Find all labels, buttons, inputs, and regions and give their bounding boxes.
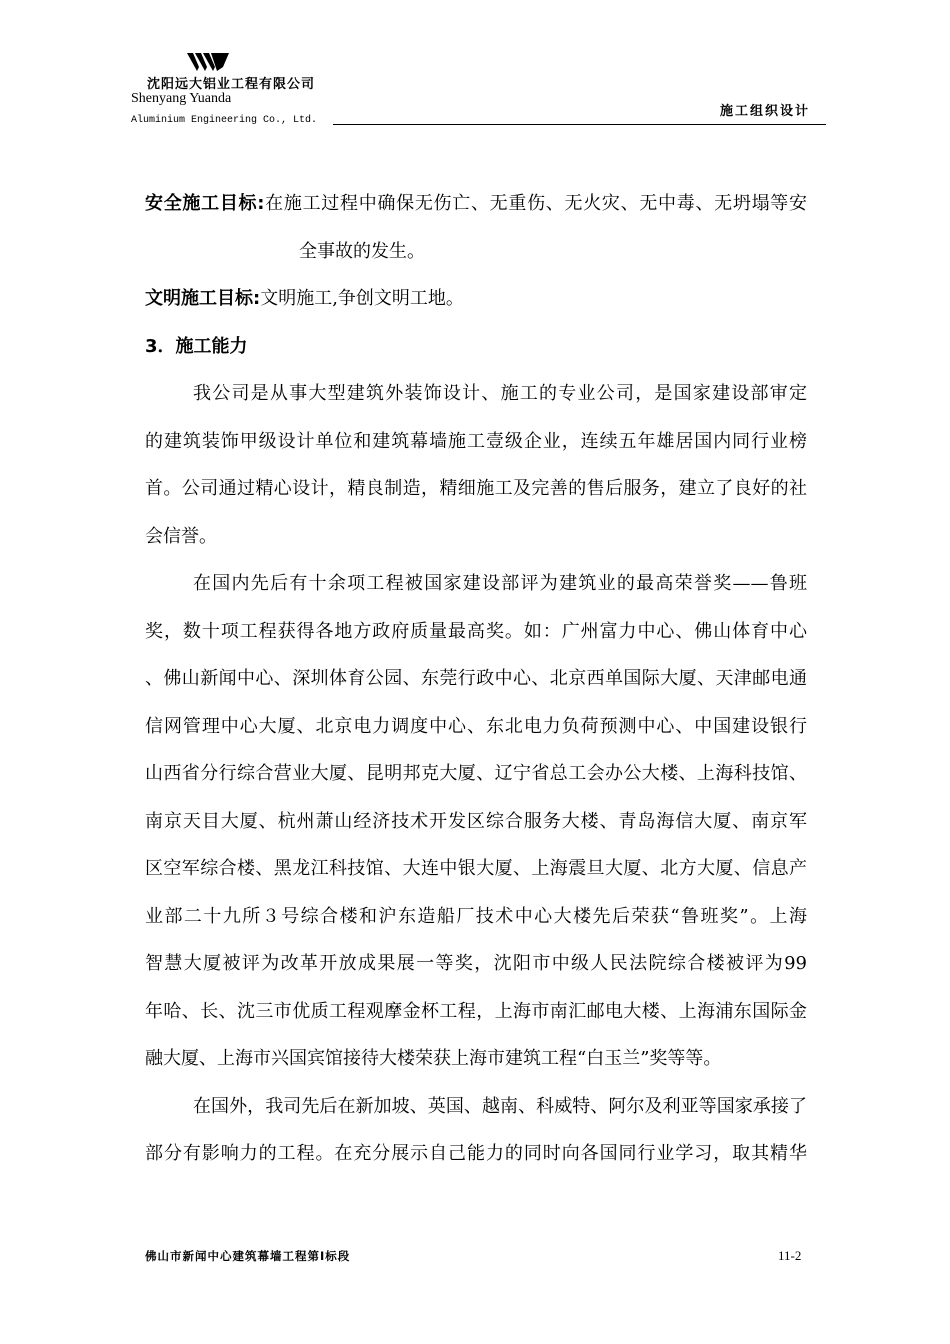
paragraph-line: 会信誉。 xyxy=(145,525,217,547)
section-heading: 3．施工能力 xyxy=(145,335,248,357)
paragraph-line: 部分有影响力的工程。在充分展示自己能力的同时向各国同行业学习，取其精华 xyxy=(145,1143,807,1164)
paragraph-line: 业部二十九所３号综合楼和沪东造船厂技术中心大楼先后荣获“鲁班奖”。上海 xyxy=(145,905,807,927)
paragraph-line: 首。公司通过精心设计，精良制造，精细施工及完善的售后服务，建立了良好的社 xyxy=(145,478,807,499)
paragraph-line: 年哈、长、沈三市优质工程观摩金杯工程，上海市南汇邮电大楼、上海浦东国际金 xyxy=(145,1000,807,1022)
company-name-en-line2: Aluminium Engineering Co., Ltd. xyxy=(131,115,318,126)
paragraph-line: 区空军综合楼、黑龙江科技馆、大连中银大厦、上海震旦大厦、北方大厦、信息产 xyxy=(145,858,807,879)
paragraph-line: 在国外，我司先后在新加坡、英国、越南、科威特、阿尔及利亚等国家承接了 xyxy=(193,1095,807,1117)
company-name-cn: 沈阳远大铝业工程有限公司 xyxy=(147,77,316,92)
paragraph-line: 我公司是从事大型建筑外装饰设计、施工的专业公司，是国家建设部审定 xyxy=(193,383,807,404)
safety-goal-text: 在施工过程中确保无伤亡、无重伤、无火灾、无中毒、无坍塌等安 xyxy=(264,193,807,214)
page-header xyxy=(0,0,950,130)
footer-project-name: 佛山市新闻中心建筑幕墙工程第Ⅰ标段 xyxy=(145,1249,351,1263)
footer-page-number: 11-2 xyxy=(778,1248,802,1263)
paragraph-line: 在国内先后有十余项工程被国家建设部评为建筑业的最高荣誉奖——鲁班 xyxy=(193,573,807,594)
company-name-en-line1: Shenyang Yuanda xyxy=(131,91,232,106)
paragraph-line: 信网管理中心大厦、北京电力调度中心、东北电力负荷预测中心、中国建设银行 xyxy=(145,715,807,737)
civil-goal-text: 文明施工,争创文明工地。 xyxy=(260,288,464,309)
paragraph-line: 奖，数十项工程获得各地方政府质量最高奖。如：广州富力中心、佛山体育中心 xyxy=(145,620,807,642)
safety-goal-line xyxy=(145,180,807,228)
document-body xyxy=(145,180,807,1178)
civil-goal-label: 文明施工目标: xyxy=(145,288,261,309)
paragraph-line: 山西省分行综合营业大厦、昆明邦克大厦、辽宁省总工会办公大楼、上海科技馆、 xyxy=(145,763,807,784)
paragraph-line: 的建筑装饰甲级设计单位和建筑幕墙施工壹级企业，连续五年雄居国内同行业榜 xyxy=(145,430,807,452)
paragraph-line: 南京天目大厦、杭州萧山经济技术开发区综合服务大楼、青岛海信大厦、南京军 xyxy=(145,810,807,832)
header-divider xyxy=(333,124,826,125)
paragraph-line: 智慧大厦被评为改革开放成果展一等奖，沈阳市中级人民法院综合楼被评为99 xyxy=(145,953,807,974)
paragraph-line: 融大厦、上海市兴国宾馆接待大楼荣获上海市建筑工程“白玉兰”奖等等。 xyxy=(145,1048,722,1069)
document-title: 施工组织设计 xyxy=(720,104,811,119)
safety-goal-label: 安全施工目标: xyxy=(145,193,265,214)
paragraph-line: 、佛山新闻中心、深圳体育公园、东莞行政中心、北京西单国际大厦、天津邮电通 xyxy=(145,668,807,689)
safety-goal-continuation: 全事故的发生。 xyxy=(299,240,425,262)
company-logo-icon xyxy=(187,53,229,73)
civil-goal-line xyxy=(145,275,807,323)
